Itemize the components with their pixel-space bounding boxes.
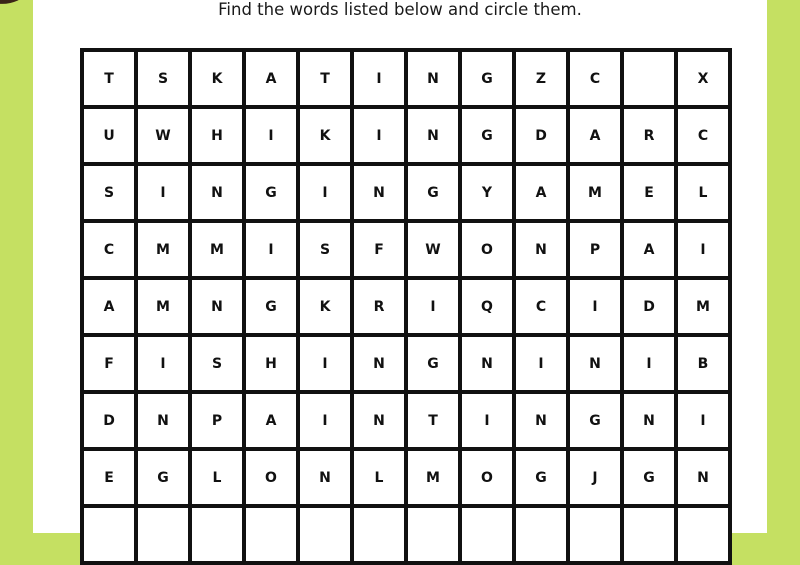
grid-cell[interactable]: C [678, 109, 728, 162]
grid-cell[interactable]: P [192, 394, 242, 447]
grid-cell[interactable]: C [570, 52, 620, 105]
grid-cell[interactable]: I [408, 280, 458, 333]
grid-cell[interactable]: W [408, 223, 458, 276]
grid-cell[interactable]: M [138, 280, 188, 333]
grid-cell[interactable] [570, 508, 620, 561]
grid-cell[interactable]: I [300, 337, 350, 390]
grid-cell[interactable]: H [192, 109, 242, 162]
grid-cell[interactable]: N [624, 394, 674, 447]
grid-cell[interactable]: U [84, 109, 134, 162]
grid-cell[interactable]: G [408, 337, 458, 390]
grid-cell[interactable]: N [138, 394, 188, 447]
grid-cell[interactable]: Y [462, 166, 512, 219]
grid-cell[interactable]: A [570, 109, 620, 162]
grid-cell[interactable]: Z [516, 52, 566, 105]
grid-cell[interactable] [300, 508, 350, 561]
grid-cell[interactable]: F [354, 223, 404, 276]
grid-cell[interactable]: G [624, 451, 674, 504]
grid-cell[interactable]: K [192, 52, 242, 105]
grid-cell[interactable]: I [678, 223, 728, 276]
grid-cell[interactable]: R [624, 109, 674, 162]
word-search-grid [80, 48, 732, 565]
grid-cell[interactable]: I [300, 166, 350, 219]
grid-cell[interactable]: I [138, 337, 188, 390]
grid-cell[interactable]: E [84, 451, 134, 504]
grid-cell[interactable]: A [516, 166, 566, 219]
grid-cell[interactable]: D [624, 280, 674, 333]
grid-cell[interactable]: L [192, 451, 242, 504]
grid-cell[interactable] [678, 508, 728, 561]
grid-cell[interactable]: C [84, 223, 134, 276]
grid-cell[interactable]: N [516, 223, 566, 276]
grid-cell[interactable]: I [462, 394, 512, 447]
grid-cell[interactable]: G [462, 52, 512, 105]
grid-cell[interactable]: T [84, 52, 134, 105]
grid-cell[interactable]: O [246, 451, 296, 504]
grid-cell[interactable]: F [84, 337, 134, 390]
grid-cell[interactable]: N [462, 337, 512, 390]
grid-cell[interactable] [192, 508, 242, 561]
grid-cell[interactable]: N [354, 337, 404, 390]
grid-cell[interactable]: P [570, 223, 620, 276]
grid-cell[interactable] [84, 508, 134, 561]
grid-cell[interactable]: N [192, 166, 242, 219]
grid-cell[interactable]: L [354, 451, 404, 504]
grid-cell[interactable]: O [462, 223, 512, 276]
grid-cell[interactable]: I [354, 52, 404, 105]
grid-cell[interactable]: N [300, 451, 350, 504]
grid-cell[interactable]: H [246, 337, 296, 390]
grid-cell[interactable]: M [408, 451, 458, 504]
grid-cell[interactable] [516, 508, 566, 561]
grid-cell[interactable]: M [138, 223, 188, 276]
grid-cell[interactable]: W [138, 109, 188, 162]
grid-cell[interactable]: A [624, 223, 674, 276]
grid-cell[interactable]: R [354, 280, 404, 333]
grid-cell[interactable]: J [570, 451, 620, 504]
grid-cell[interactable]: K [300, 280, 350, 333]
grid-cell[interactable]: I [624, 337, 674, 390]
grid-cell[interactable]: N [354, 166, 404, 219]
grid-cell[interactable]: S [84, 166, 134, 219]
grid-cell[interactable]: A [246, 52, 296, 105]
grid-cell[interactable]: B [678, 337, 728, 390]
grid-cell[interactable] [354, 508, 404, 561]
grid-cell[interactable]: D [84, 394, 134, 447]
grid-cell[interactable]: A [246, 394, 296, 447]
grid-cell[interactable] [462, 508, 512, 561]
grid-cell[interactable]: G [570, 394, 620, 447]
grid-cell[interactable]: A [84, 280, 134, 333]
grid-cell[interactable]: N [678, 451, 728, 504]
grid-cell[interactable]: N [408, 109, 458, 162]
grid-cell[interactable]: C [516, 280, 566, 333]
grid-cell[interactable]: I [516, 337, 566, 390]
grid-cell[interactable]: D [516, 109, 566, 162]
grid-cell[interactable]: I [138, 166, 188, 219]
grid-cell[interactable]: I [354, 109, 404, 162]
grid-cell[interactable]: N [354, 394, 404, 447]
grid-cell[interactable]: X [678, 52, 728, 105]
grid-cell[interactable]: K [300, 109, 350, 162]
grid-cell[interactable]: I [246, 223, 296, 276]
grid-cell[interactable]: G [408, 166, 458, 219]
grid-cell[interactable]: I [678, 394, 728, 447]
grid-cell[interactable] [624, 52, 674, 105]
grid-cell[interactable]: G [462, 109, 512, 162]
instruction-text: Find the words listed below and circle them. [218, 0, 582, 19]
grid-cell[interactable] [246, 508, 296, 561]
grid-cell[interactable]: M [570, 166, 620, 219]
grid-cell[interactable]: S [192, 337, 242, 390]
grid-cell[interactable]: I [246, 109, 296, 162]
grid-cell[interactable]: N [570, 337, 620, 390]
grid-cell[interactable]: S [300, 223, 350, 276]
grid-cell[interactable]: G [138, 451, 188, 504]
grid-cell[interactable]: N [516, 394, 566, 447]
grid-cell[interactable] [138, 508, 188, 561]
grid-cell[interactable]: G [246, 166, 296, 219]
grid-cell[interactable]: S [138, 52, 188, 105]
grid-cell[interactable] [408, 508, 458, 561]
grid-cell[interactable]: M [192, 223, 242, 276]
grid-cell[interactable]: I [570, 280, 620, 333]
grid-cell[interactable]: Q [462, 280, 512, 333]
grid-cell[interactable]: G [516, 451, 566, 504]
grid-cell[interactable]: O [462, 451, 512, 504]
grid-cell[interactable]: L [678, 166, 728, 219]
grid-cell[interactable]: E [624, 166, 674, 219]
grid-cell[interactable]: T [300, 52, 350, 105]
grid-cell[interactable]: N [192, 280, 242, 333]
grid-cell[interactable]: T [408, 394, 458, 447]
grid-cell[interactable]: I [300, 394, 350, 447]
grid-cell[interactable]: G [246, 280, 296, 333]
grid-cell[interactable] [624, 508, 674, 561]
grid-cell[interactable]: N [408, 52, 458, 105]
grid-cell[interactable]: M [678, 280, 728, 333]
